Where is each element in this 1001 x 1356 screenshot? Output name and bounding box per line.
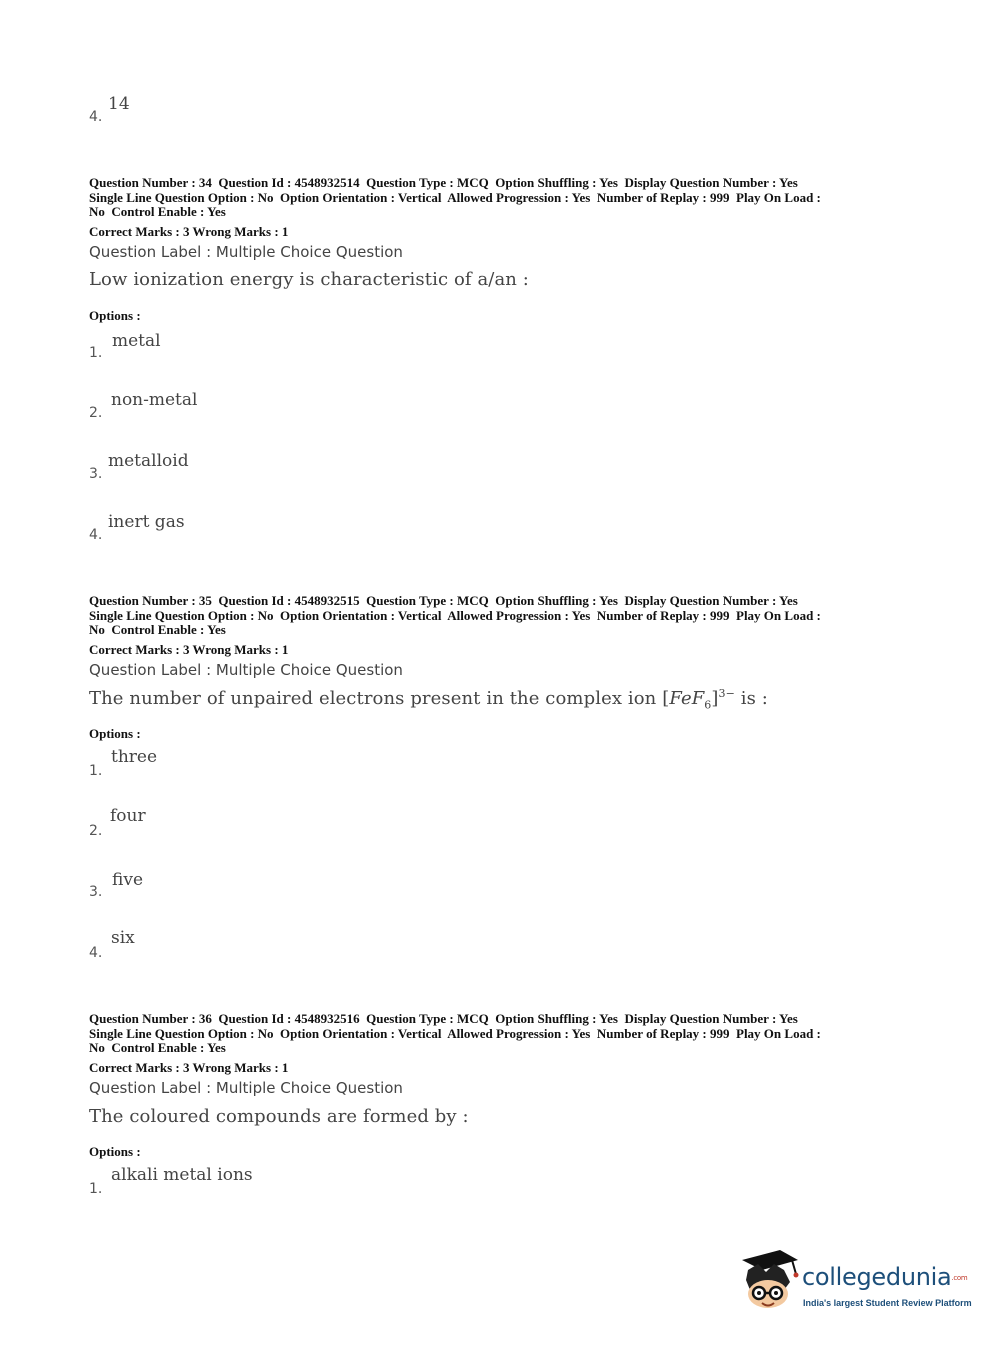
question-text (89, 687, 768, 712)
options-heading: Options : (89, 1144, 141, 1159)
meta-line: Question Number : 35 Question Id : 4548932515 Question Type : MCQ Option Shuffling : Yes Display Question Number : Yes (89, 593, 798, 608)
question-text-part: is : (740, 688, 768, 709)
meta-line: Single Line Question Option : No Option Orientation : Vertical Allowed Progression : Yes Number of Replay : 999 Play On Load : (89, 1025, 821, 1041)
graduate-mascot-icon (740, 1248, 802, 1314)
formula-subscript: 6 (704, 698, 712, 712)
question-text-part: The number of unpaired electrons present in the complex ion (89, 688, 657, 709)
meta-line: Question Number : 34 Question Id : 4548932514 Question Type : MCQ Option Shuffling : Yes Display Question Number : Yes (89, 175, 798, 190)
options-heading: Options : (89, 308, 141, 323)
option-number: 4. (89, 945, 103, 961)
question-marks: Correct Marks : 3 Wrong Marks : 1 (89, 642, 289, 657)
meta-line: Question Number : 36 Question Id : 4548932516 Question Type : MCQ Option Shuffling : Yes Display Question Number : Yes (89, 1011, 798, 1026)
meta-line: Single Line Question Option : No Option Orientation : Vertical Allowed Progression : Yes Number of Replay : 999 Play On Load : (89, 189, 821, 205)
question-marks: Correct Marks : 3 Wrong Marks : 1 (89, 224, 289, 239)
meta-line: Single Line Question Option : No Option Orientation : Vertical Allowed Progression : Yes Number of Replay : 999 Play On Load : (89, 607, 821, 623)
meta-line: No Control Enable : Yes (89, 204, 226, 219)
option-number: 1. (89, 1181, 103, 1197)
options-heading: Options : (89, 726, 141, 741)
chemical-formula (662, 687, 735, 712)
question-marks: Correct Marks : 3 Wrong Marks : 1 (89, 1060, 289, 1075)
question-meta (89, 176, 919, 220)
logo-suffix: .com (951, 1274, 968, 1282)
formula-main: FeF (669, 688, 705, 709)
question-label: Question Label : Multiple Choice Question (89, 1079, 403, 1097)
formula-bracket: [ (662, 688, 670, 709)
option-text: non-metal (111, 390, 198, 410)
question-label: Question Label : Multiple Choice Question (89, 243, 403, 261)
logo-name: collegedunia (802, 1263, 952, 1291)
option-number: 4. (89, 109, 103, 125)
option-number: 3. (89, 466, 103, 482)
question-meta (89, 1012, 919, 1056)
option-text: inert gas (108, 512, 185, 532)
option-text: metal (112, 331, 161, 351)
option-text: five (112, 870, 144, 890)
question-text: Low ionization energy is characteristic of a/an : (89, 269, 529, 290)
option-text: 14 (108, 94, 130, 114)
option-text: four (110, 806, 146, 826)
formula-bracket: ] (711, 688, 719, 709)
question-label: Question Label : Multiple Choice Question (89, 661, 403, 679)
option-text: alkali metal ions (111, 1165, 253, 1185)
question-meta (89, 594, 919, 638)
option-number: 3. (89, 884, 103, 900)
option-text: six (111, 928, 135, 948)
option-number: 2. (89, 823, 103, 839)
option-number: 1. (89, 345, 103, 361)
option-number: 2. (89, 405, 103, 421)
meta-line: No Control Enable : Yes (89, 1040, 226, 1055)
formula-superscript: 3− (718, 687, 735, 700)
logo-tagline: India's largest Student Review Platform (803, 1298, 972, 1308)
option-number: 1. (89, 763, 103, 779)
question-text: The coloured compounds are formed by : (89, 1106, 469, 1127)
logo-wordmark (802, 1263, 967, 1291)
option-text: three (111, 747, 158, 767)
option-text: metalloid (108, 451, 189, 471)
meta-line: No Control Enable : Yes (89, 622, 226, 637)
option-number: 4. (89, 527, 103, 543)
